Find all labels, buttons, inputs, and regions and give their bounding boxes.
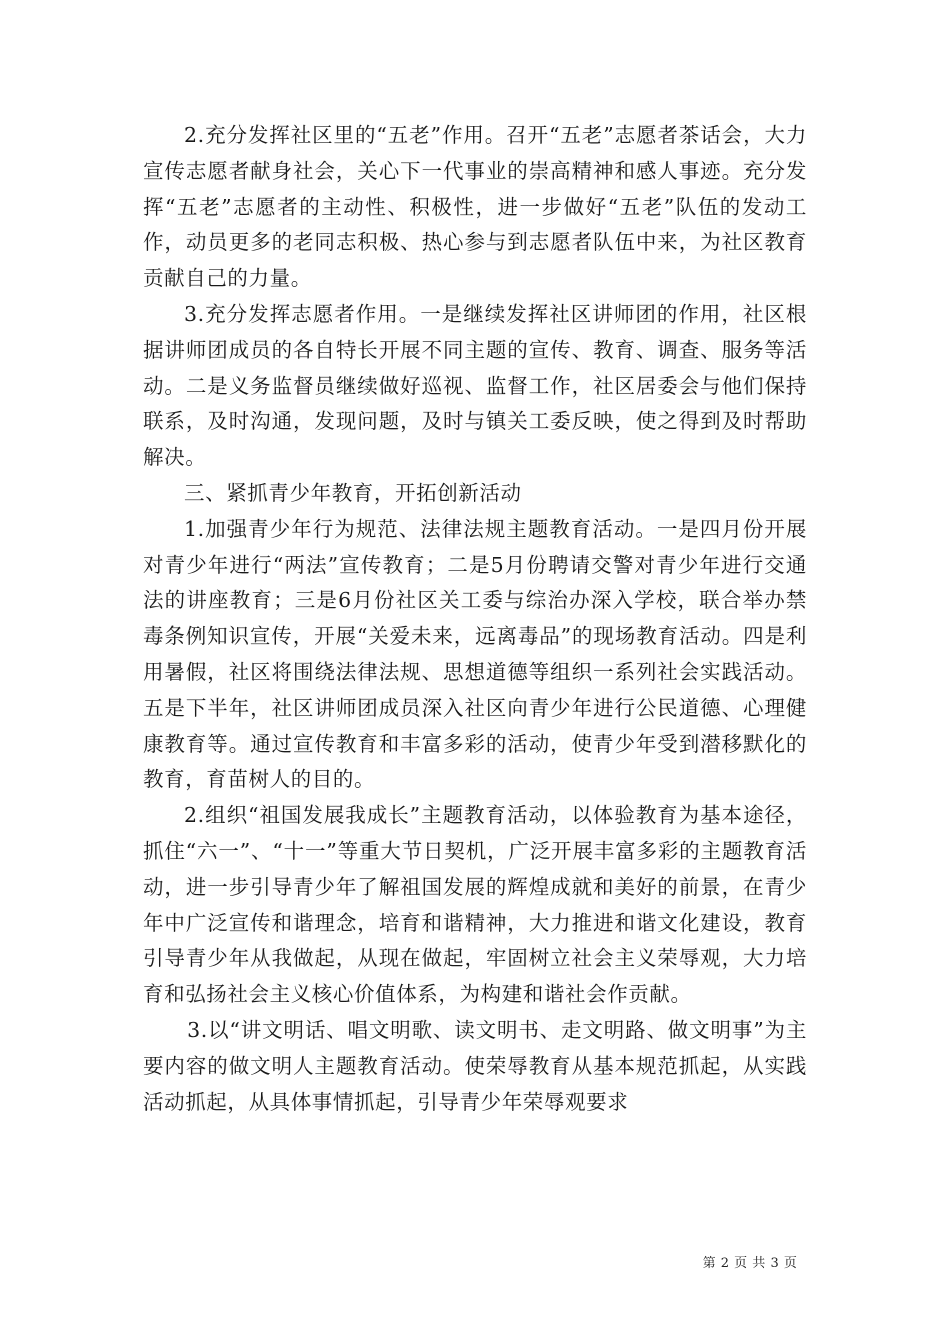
document-body xyxy=(143,118,807,1120)
paragraph-motherland-growth: 2.组织“祖国发展我成长”主题教育活动，以体验教育为基本途径，抓住“六一”、“十一”等重大节日契机，广泛开展丰富多彩的主题教育活动，进一步引导青少年了解祖国发展的辉煌成就和美好的前景，在青少年中广泛宣传和谐理念，培育和谐精神，大力推进和谐文化建设，教育引导青少年从我做起，从现在做起，牢固树立社会主义荣辱观，大力培育和弘扬社会主义核心价值体系，为构建和谐社会作贡献。 xyxy=(143,803,807,1007)
paragraph-volunteers: 3.充分发挥志愿者作用。一是继续发挥社区讲师团的作用，社区根据讲师团成员的各自特长开展不同主题的宣传、教育、调查、服务等活动。二是义务监督员继续做好巡视、监督工作，社区居委会与他们保持联系，及时沟通，发现问题，及时与镇关工委反映，使之得到及时帮助解决。 xyxy=(143,301,807,470)
paragraph-five-elders: 2.充分发挥社区里的“五老”作用。召开“五老”志愿者茶话会，大力宣传志愿者献身社会，关心下一代事业的崇高精神和感人事迹。充分发挥“五老”志愿者的主动性、积极性，进一步做好“五老”队伍的发动工作，动员更多的老同志积极、热心参与到志愿者队伍中来，为社区教育贡献自己的力量。 xyxy=(143,123,807,291)
section-heading-youth-education: 三、紧抓青少年教育，开拓创新活动 xyxy=(184,480,522,505)
page-footer xyxy=(690,1252,810,1271)
paragraph-law-education: 1.加强青少年行为规范、法律法规主题教育活动。一是四月份开展对青少年进行“两法”宣传教育；二是5月份聘请交警对青少年进行交通法的讲座教育；三是6月份社区关工委与综治办深入学校，联合举办禁毒条例知识宣传，开展“关爱未来，远离毒品”的现场教育活动。四是利用暑假，社区将围绕法律法规、思想道德等组织一系列社会实践活动。五是下半年，社区讲师团成员深入社区向青少年进行公民道德、心理健康教育等。通过宣传教育和丰富多彩的活动，使青少年受到潜移默化的教育，育苗树人的目的。 xyxy=(143,516,807,792)
paragraph-civilized-person: 3.以“讲文明话、唱文明歌、读文明书、走文明路、做文明事”为主要内容的做文明人主题教育活动。使荣辱教育从基本规范抓起，从实践活动抓起，从具体事情抓起，引导青少年荣辱观要求 xyxy=(143,1017,807,1114)
page-number-label: 第 2 页 共 3 页 xyxy=(702,1256,798,1271)
